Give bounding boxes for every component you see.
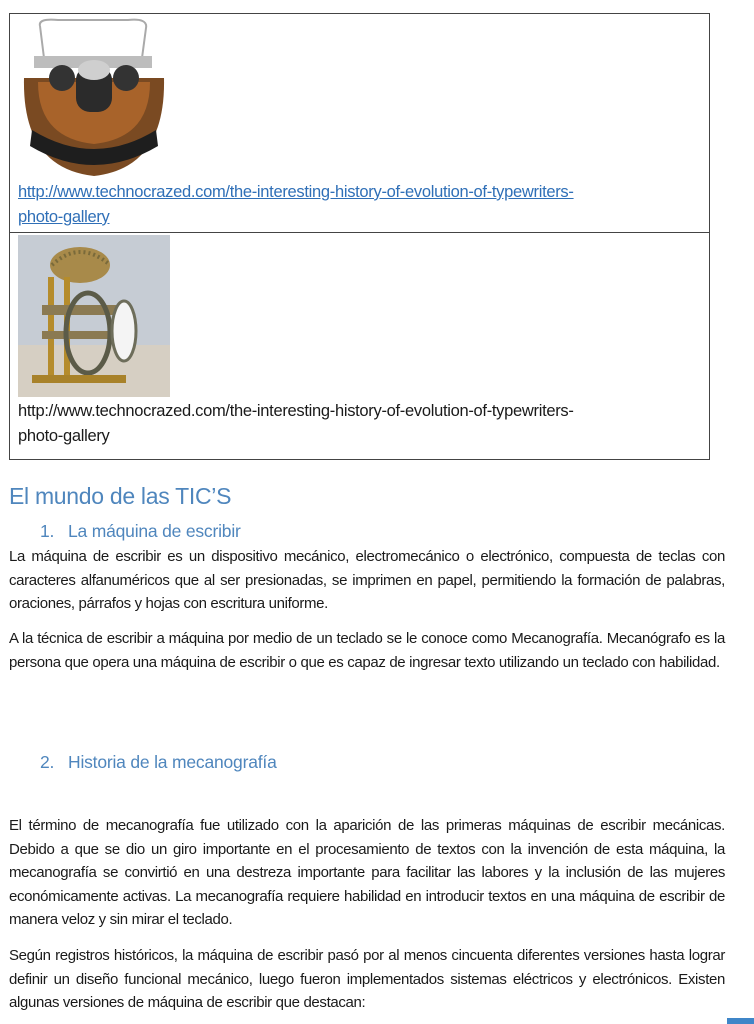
writing-ball-image (18, 235, 170, 397)
image-cell (10, 14, 710, 233)
image-caption (18, 180, 701, 230)
paragraph: A la técnica de escribir a máquina por medio de un teclado se le conoce como Mecanografía. Mecanógrafo es la persona que opera una máquina de escribir o que es capaz de ingresar texto utilizando un teclado con habilidad. (9, 630, 725, 671)
paragraph: La máquina de escribir es un dispositivo mecánico, electromecánico o electrónico, compuesta de teclas con caracteres alfanuméricos que al ser presionadas, se imprimen en papel, permitiendo la formación de palabras, oraciones, párrafos y hojas con escritura uniforme. (9, 548, 725, 612)
image-table (9, 13, 710, 460)
section-title: La máquina de escribir (68, 521, 241, 541)
section-heading-2 (40, 752, 277, 773)
paragraph: El término de mecanografía fue utilizado con la aparición de las primeras máquinas de escribir mecánicas. Debido a que se dio un giro importante en el procesamiento de textos con la invención de esta máquina, la mecanografía se convirtió en una destreza importante para facilitar las labores y la inclusión de las mujeres económicamente activas. La mecanografía requiere habilidad en introducir textos en una máquina de escribir de manera veloz y sin mirar el teclado. (9, 817, 725, 928)
page-corner-marker (727, 1018, 754, 1024)
section-title: Historia de la mecanografía (68, 752, 277, 772)
typewriter-image (18, 18, 170, 178)
section-number: 1. (40, 521, 55, 541)
source-link[interactable]: http://www.technocrazed.com/the-interesting-history-of-evolution-of-typewriters- photo-gallery (18, 183, 574, 226)
paragraph: Según registros históricos, la máquina de escribir pasó por al menos cincuenta diferentes versiones hasta lograr definir un diseño funcional mecánico, luego fueron implementados sistemas eléctricos y electrónicos. Existen algunas versiones de máquina de escribir que destacan: (9, 947, 725, 1011)
image-cell (10, 233, 710, 460)
section-number: 2. (40, 752, 55, 772)
heading-main: El mundo de las TIC’S (9, 483, 232, 509)
image-caption: http://www.technocrazed.com/the-interesting-history-of-evolution-of-typewriters- photo-gallery (18, 402, 574, 445)
section-heading-1 (40, 521, 241, 542)
